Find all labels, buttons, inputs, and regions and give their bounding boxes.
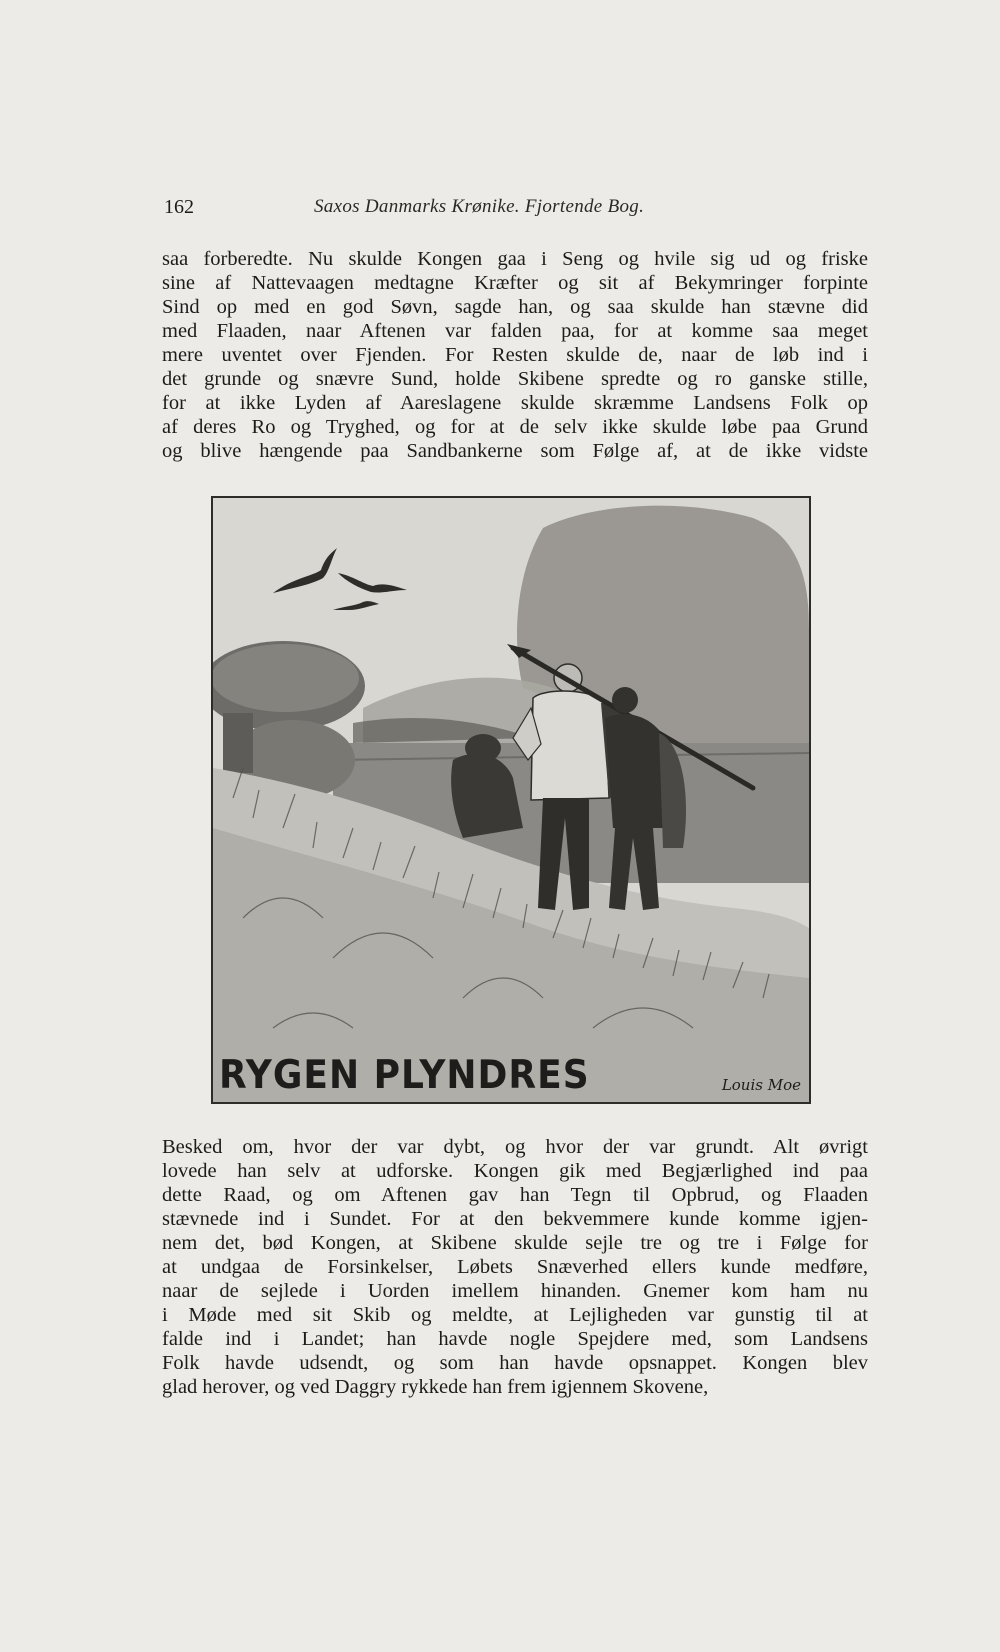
- page-header: [164, 196, 720, 226]
- artist-signature: Louis Moe: [721, 1076, 801, 1094]
- text-line: mere uventet over Fjenden. For Resten skulde de, naar de løb ind i: [162, 344, 868, 366]
- text-line: falde ind i Landet; han havde nogle Spejdere med, som Landsens: [162, 1328, 868, 1350]
- page-number: 162: [164, 196, 194, 218]
- paragraph-bottom: [162, 1135, 868, 1399]
- text-line: af deres Ro og Tryghed, og for at de selv ikke skulde løbe paa Grund: [162, 416, 868, 438]
- paragraph-top: [162, 247, 868, 463]
- text-line: Folk havde udsendt, og som han havde opsnappet. Kongen blev: [162, 1352, 868, 1374]
- text-line: Besked om, hvor der var dybt, og hvor der var grundt. Alt øvrigt: [162, 1136, 868, 1158]
- text-line: dette Raad, og om Aftenen gav han Tegn til Opbrud, og Flaaden: [162, 1184, 868, 1206]
- illustration-plate: [211, 496, 811, 1104]
- illustration-drawing: [213, 498, 809, 1102]
- text-line: det grunde og snævre Sund, holde Skibene spredte og ro ganske stille,: [162, 368, 868, 390]
- text-line: med Flaaden, naar Aftenen var falden paa, for at komme saa meget: [162, 320, 868, 342]
- text-line: i Møde med sit Skib og meldte, at Lejligheden var gunstig til at: [162, 1304, 868, 1326]
- text-line: sine af Nattevaagen medtagne Kræfter og sit af Bekymringer forpinte: [162, 272, 868, 294]
- text-line: nem det, bød Kongen, at Skibene skulde sejle tre og tre i Følge for: [162, 1232, 868, 1254]
- running-title: Saxos Danmarks Krønike. Fjortende Bog.: [314, 196, 645, 217]
- illustration-title: RYGEN PLYNDRES: [219, 1052, 590, 1098]
- text-line: og blive hængende paa Sandbankerne som Følge af, at de ikke vidste: [162, 440, 868, 462]
- text-line: lovede han selv at udforske. Kongen gik med Begjærlighed ind paa: [162, 1160, 868, 1182]
- text-line: Sind op med en god Søvn, sagde han, og saa skulde han stævne did: [162, 296, 868, 318]
- text-line: saa forberedte. Nu skulde Kongen gaa i Seng og hvile sig ud og friske: [162, 248, 868, 270]
- text-line: naar de sejlede i Uorden imellem hinanden. Gnemer kom ham nu: [162, 1280, 868, 1302]
- text-line: stævnede ind i Sundet. For at den bekvemmere kunde komme igjen-: [162, 1208, 868, 1230]
- text-line: at undgaa de Forsinkelser, Løbets Snæverhed ellers kunde medføre,: [162, 1256, 868, 1278]
- text-line: for at ikke Lyden af Aareslagene skulde skræmme Landsens Folk op: [162, 392, 868, 414]
- text-line: glad herover, og ved Daggry rykkede han frem igjennem Skovene,: [162, 1376, 709, 1398]
